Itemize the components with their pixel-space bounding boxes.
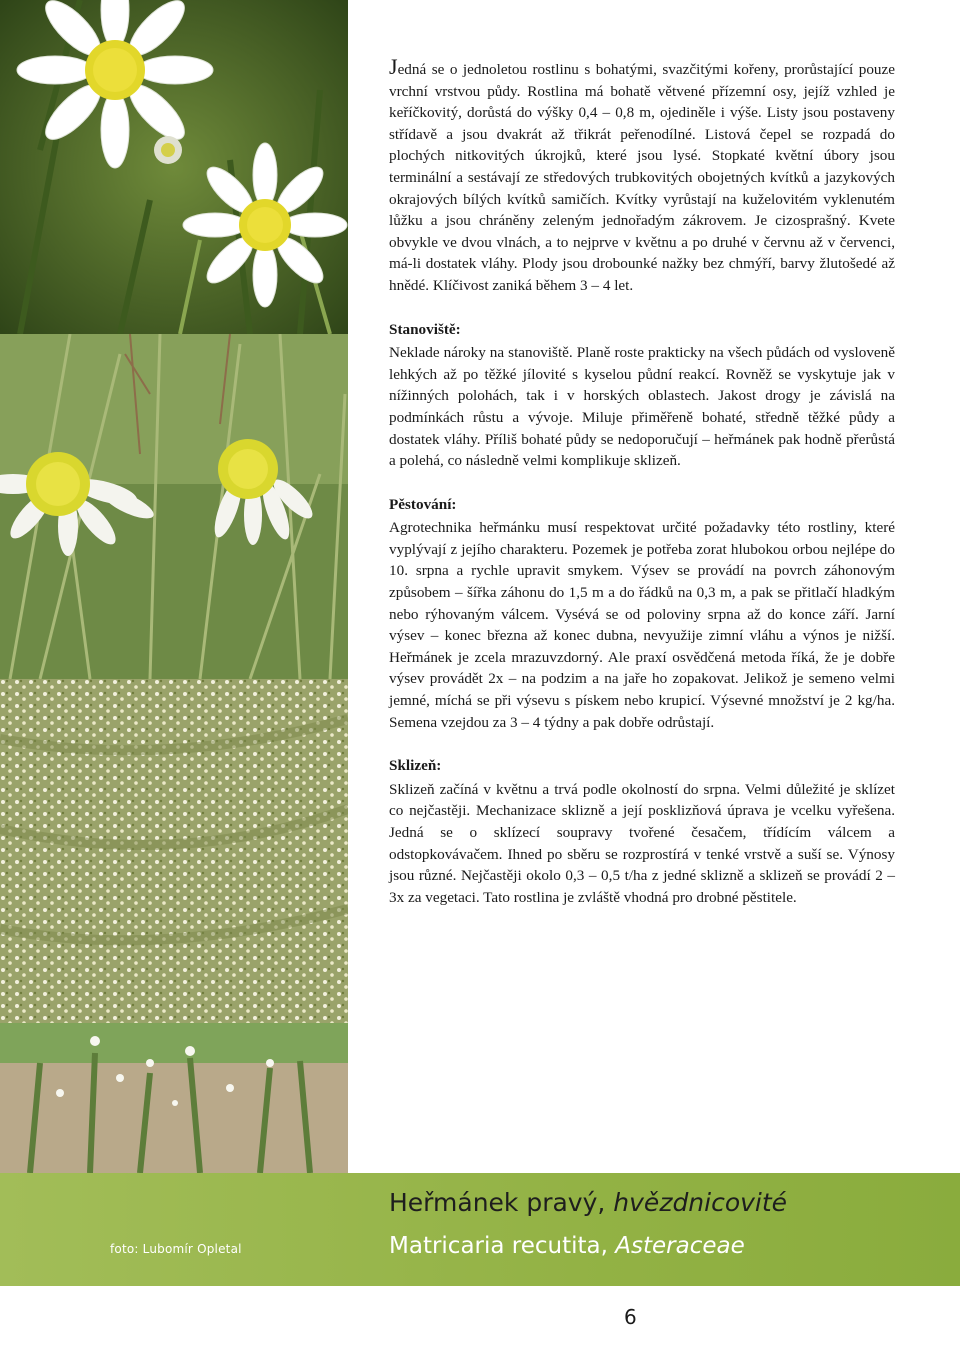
photo-chamomile-plants (0, 1023, 348, 1173)
plant-title-latin (389, 1233, 745, 1259)
section-stanoviste (389, 319, 895, 472)
plant-name-latin: Matricaria recutita, (389, 1233, 616, 1259)
section-heading: Sklizeň: (389, 757, 442, 775)
intro-paragraph (389, 56, 895, 297)
photo-chamomile-grass (0, 334, 348, 679)
plant-name-czech: Heřmánek pravý, (389, 1188, 614, 1217)
photo-chamomile-field (0, 679, 348, 1023)
page-number: 6 (624, 1305, 637, 1329)
section-heading: Stanoviště: (389, 320, 461, 338)
section-text: Sklizeň začíná v květnu a trvá podle okolností do srpna. Velmi důležité je sklízet co nejčastěji. Mechanizace sklizně a její posklizňová úprava je vcelku vyřešena. Jedná se o sklízecí soupravy tvořené česačem, třídícím válcem a odstopkovávačem. Ihned po sběru se rozprostírá v tenké vrstvě a suší se. Výnosy jsou různé. Nejčastěji okolo 0,3 – 0,5 t/ha z jedné sklizně a sklizeň se provádí 2 – 3x za vegetaci. Tato rostlina je zvláště vhodná pro drobné pěstitele. (389, 780, 895, 906)
intro-text: edná se o jednoletou rostlinu s bohatými, svazčitými kořeny, prorůstající pouze vrchní vrstvou půdy. Rostlina má bohatě větvené přízemní osy, jejíž vzhled je keříčkovitý, dorůstá do výšky 0,4 – 0,8 m, ojediněle i výše. Listy jsou postaveny střídavě a jsou dvakrát až třikrát peřenodílné. Listová čepel se rozpadá do plochých nitkovitých úkrojků, které jsou lysé. Stopkaté květní úbory jsou terminální a sestávají ze středových trubkovitých obojetných kvítků a jazykových okrajových bílých kvítků samičích. Kvítky vyrůstají na kuželovitém vyklenutém lůžku a jsou chráněny zeleným jednořadým zákrovem. Je cizosprašný. Kvete obvykle ve dvou vlnách, a to nejprve v květnu a po druhé v červnu až v červenci, má-li dostatek vláhy. Plody jsou drobounké nažky bez chmýří, barvy žlutošedé až hnědé. Klíčivost zaniká během 3 – 4 let. (389, 61, 895, 294)
plant-family-latin: Asteraceae (615, 1233, 745, 1259)
section-text: Agrotechnika heřmánku musí respektovat určité požadavky této rostliny, které vyplývají z jejího charakteru. Pozemek je potřeba zorat hlubokou orbou nejlépe do 10. srpna a rychle upravit smykem. Výsev se provádí na povrch záhonovým způsobem – šířka záhonu do 1,5 m a do řádků na 0,3 m, a pak se přitlačí hladkým nebo rýhovaným válcem. Vysévá se od poloviny srpna až do konce září. Jarní výsev – konec března až konec dubna, nevyužije zimní vláhu a výnos je nižší. Heřmánek je zcela mrazuvzdorný. Ale praxí osvědčená metoda říká, že je dobře výsev provádět 2x – na podzim a na jaře ho zopakovat. Jelikož je semeno velmi jemné, míchá se při výsevu s pískem nebo krupicí. Výsevné množství je 2 kg/ha. Semena vzejdou za 3 – 4 týdny a pak dobře odrůstají. (389, 519, 895, 731)
section-pestovani (389, 494, 895, 734)
photo-chamomile-closeup (0, 0, 348, 334)
section-text: Neklade nároky na stanoviště. Planě roste prakticky na všech půdách od vysloveně lehkých až po těžké jílovité s kyselou půdní reakcí. Rovněž se vyskytuje jak v nížinných polohách, tak i v horských oblastech. Jakost drogy je závislá na podmínkách růstu a vývoje. Miluje přiměřeně bohaté, středně těžké půdy a dostatek vláhy. Příliš bohaté půdy se nedoporučují – heřmánek pak hodně přerůstá a polehá, co následně velmi komplikuje sklizeň. (389, 344, 895, 470)
plant-family-czech: hvězdnicovité (613, 1188, 788, 1217)
photo-credit: foto: Lubomír Opletal (110, 1242, 242, 1256)
section-sklizen (389, 755, 895, 908)
section-heading: Pěstování: (389, 495, 457, 513)
plant-title-czech (389, 1188, 787, 1217)
article-body (389, 56, 895, 908)
drop-letter: J (389, 54, 398, 79)
